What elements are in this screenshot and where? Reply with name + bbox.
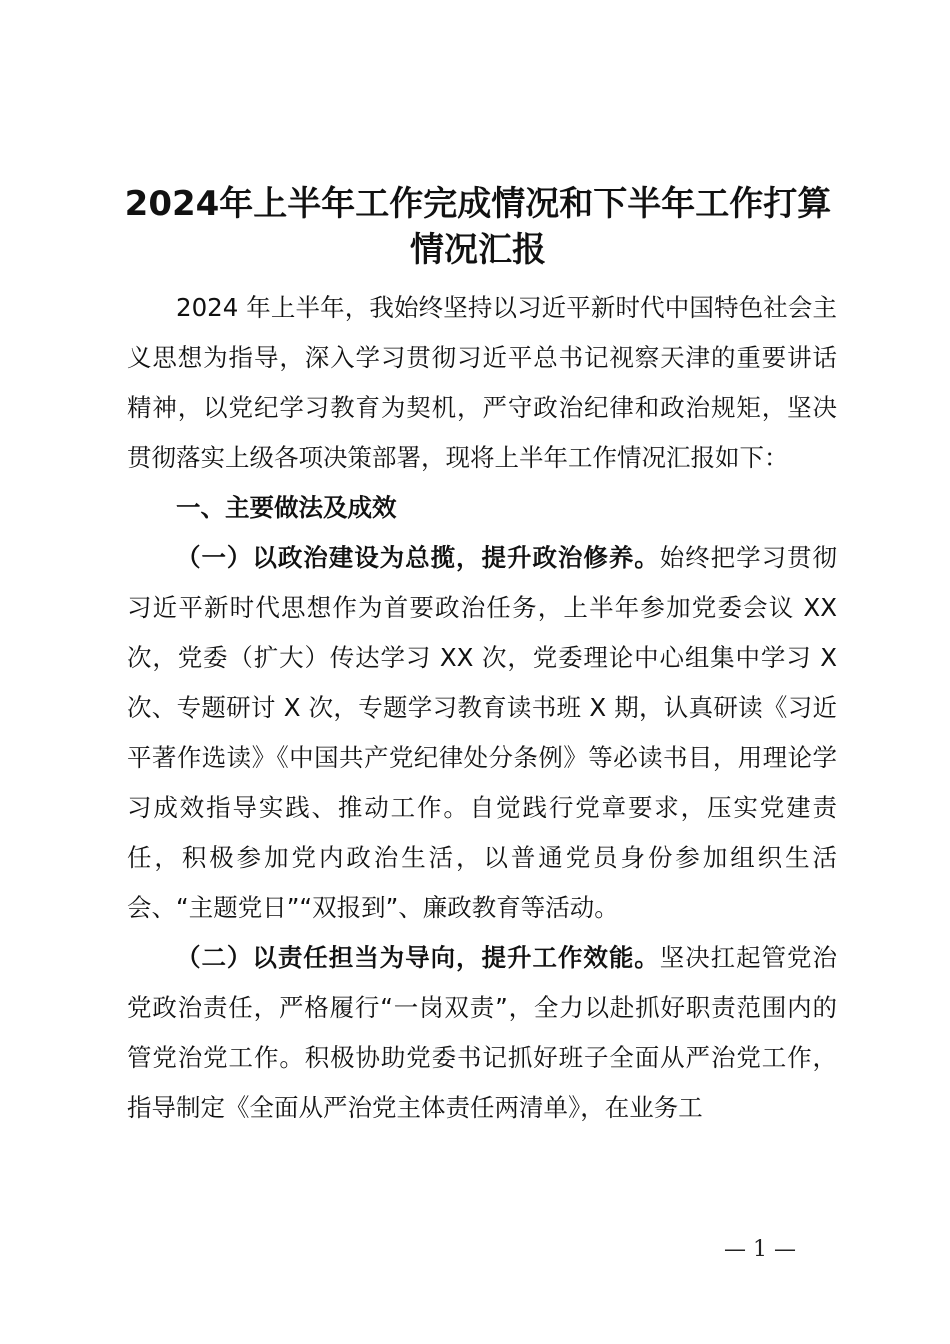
intro-paragraph: 2024 年上半年，我始终坚持以习近平新时代中国特色社会主义思想为指导，深入学习贯彻习近平总书记视察天津的重要讲话精神，以党纪学习教育为契机，严守政治纪律和政治规矩，坚决贯彻落实上级各项决策部署，现将上半年工作情况汇报如下：	[127, 293, 837, 472]
page-number: — 1 —	[724, 1237, 796, 1262]
document-body	[127, 283, 837, 1133]
paragraph-1-body: 始终把学习贯彻习近平新时代思想作为首要政治任务，上半年参加党委会议 XX 次，党委（扩大）传达学习 XX 次，党委理论中心组集中学习 X 次、专题研讨 X 次，专题学习教育读书班 X 期，认真研读《习近平著作选读》《中国共产党纪律处分条例》等必读书目，用理论学习成效指导实践、推动工作。自觉践行党章要求，压实党建责任，积极参加党内政治生活，以普通党员身份参加组织生活会、“主题党日”“双报到”、廉政教育等活动。	[127, 543, 838, 922]
document-title: 2024年上半年工作完成情况和下半年工作打算情况汇报	[124, 184, 832, 270]
section-heading: 一、主要做法及成效	[176, 493, 397, 522]
paragraph-1-lead: （一）以政治建设为总揽，提升政治修养。	[176, 543, 660, 572]
paragraph-1	[127, 533, 837, 933]
paragraph-2	[127, 933, 837, 1133]
paragraph-2-lead: （二）以责任担当为导向，提升工作效能。	[176, 943, 660, 972]
paragraph-2-body: 坚决扛起管党治党政治责任，严格履行“一岗双责”，全力以赴抓好职责范围内的管党治党工作。积极协助党委书记抓好班子全面从严治党工作，指导制定《全面从严治党主体责任两清单》，在业务工	[127, 943, 838, 1122]
